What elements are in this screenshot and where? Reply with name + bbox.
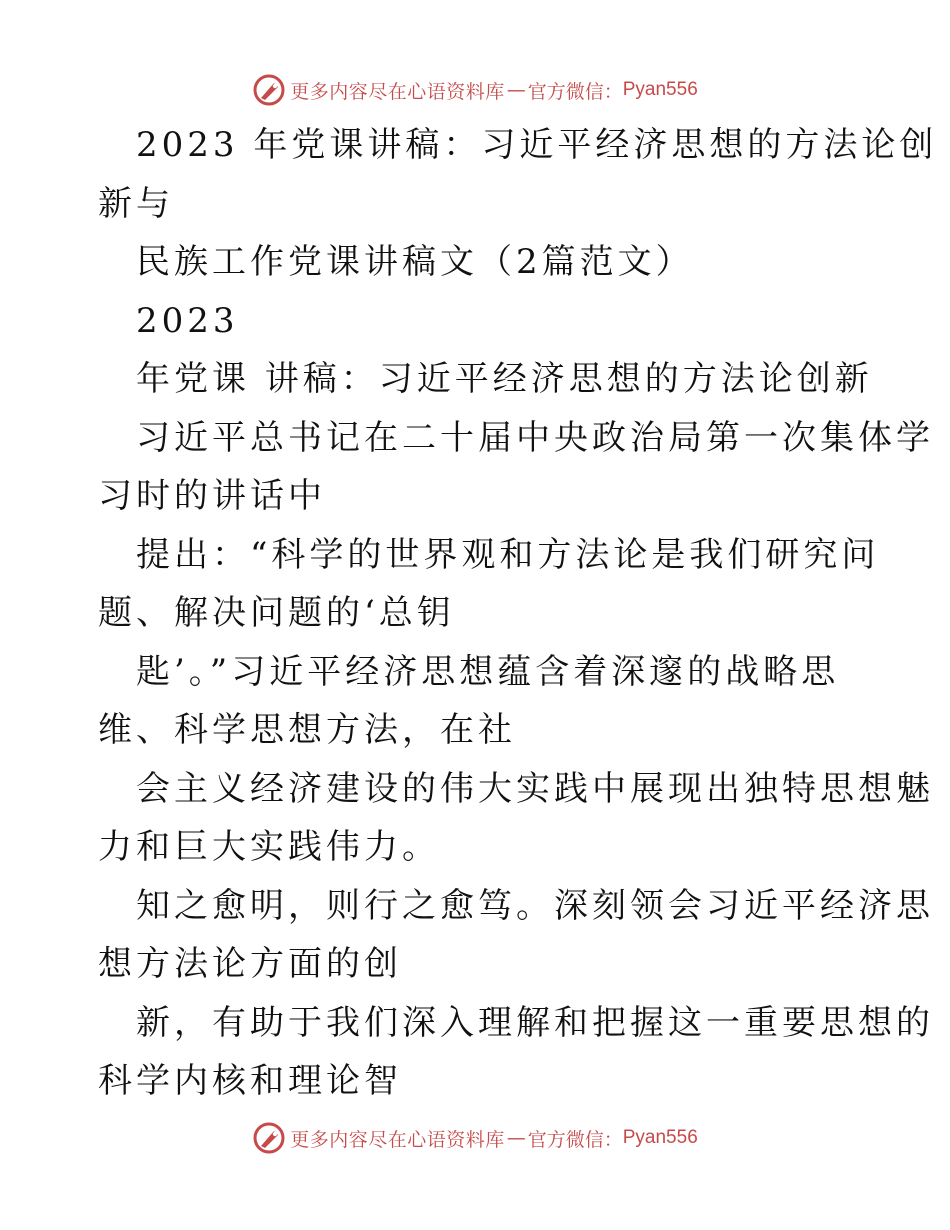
- text-line: 维、科学思想方法，在社: [98, 710, 516, 750]
- text-line: 2023 年党课讲稿：习近平经济思想的方法论创: [136, 125, 938, 165]
- text-line: 匙’。”习近平经济思想蕴含着深邃的战略思: [136, 651, 840, 692]
- header-watermark-banner: [0, 70, 950, 110]
- text-line: 力和巨大实践伟力。: [98, 827, 440, 867]
- text-line: 新，有助于我们深入理解和把握这一重要思想的: [136, 1002, 934, 1043]
- banner-site-text: 更多内容尽在心语资料库: [290, 1128, 505, 1151]
- text-line: 知之愈明，则行之愈笃。深刻领会习近平经济思: [136, 885, 934, 926]
- banner-dash: —: [506, 79, 526, 101]
- banner-wechat-id: Pyan556: [622, 1127, 698, 1148]
- banner-wechat-label: 官方微信：: [527, 1128, 623, 1151]
- pen-nib-logo-icon: [252, 73, 286, 107]
- text-line: 习近平总书记在二十届中央政治局第一次集体学: [136, 417, 934, 458]
- text-line: 2023: [136, 300, 239, 341]
- footer-watermark-banner: [0, 1118, 950, 1158]
- text-line: 题、解决问题的‘总钥: [98, 593, 455, 633]
- banner-site-text: 更多内容尽在心语资料库: [290, 80, 505, 103]
- banner-wechat-id: Pyan556: [622, 79, 698, 100]
- text-line: 习时的讲话中: [98, 476, 326, 516]
- text-line: 想方法论方面的创: [98, 944, 402, 984]
- text-line: 年党课 讲稿：习近平经济思想的方法论创新: [136, 359, 873, 399]
- text-line: 民族工作党课讲稿文（2篇范文）: [136, 242, 694, 282]
- text-line: 科学内核和理论智: [98, 1061, 402, 1101]
- banner-wechat-label: 官方微信：: [527, 80, 623, 103]
- banner-dash: —: [506, 1127, 526, 1149]
- document-body: [98, 116, 938, 1111]
- text-line: 新与: [98, 183, 174, 224]
- pen-nib-logo-icon: [252, 1121, 286, 1155]
- text-line: 提出：“科学的世界观和方法论是我们研究问: [136, 534, 880, 575]
- text-line: 会主义经济建设的伟大实践中展现出独特思想魅: [136, 768, 934, 809]
